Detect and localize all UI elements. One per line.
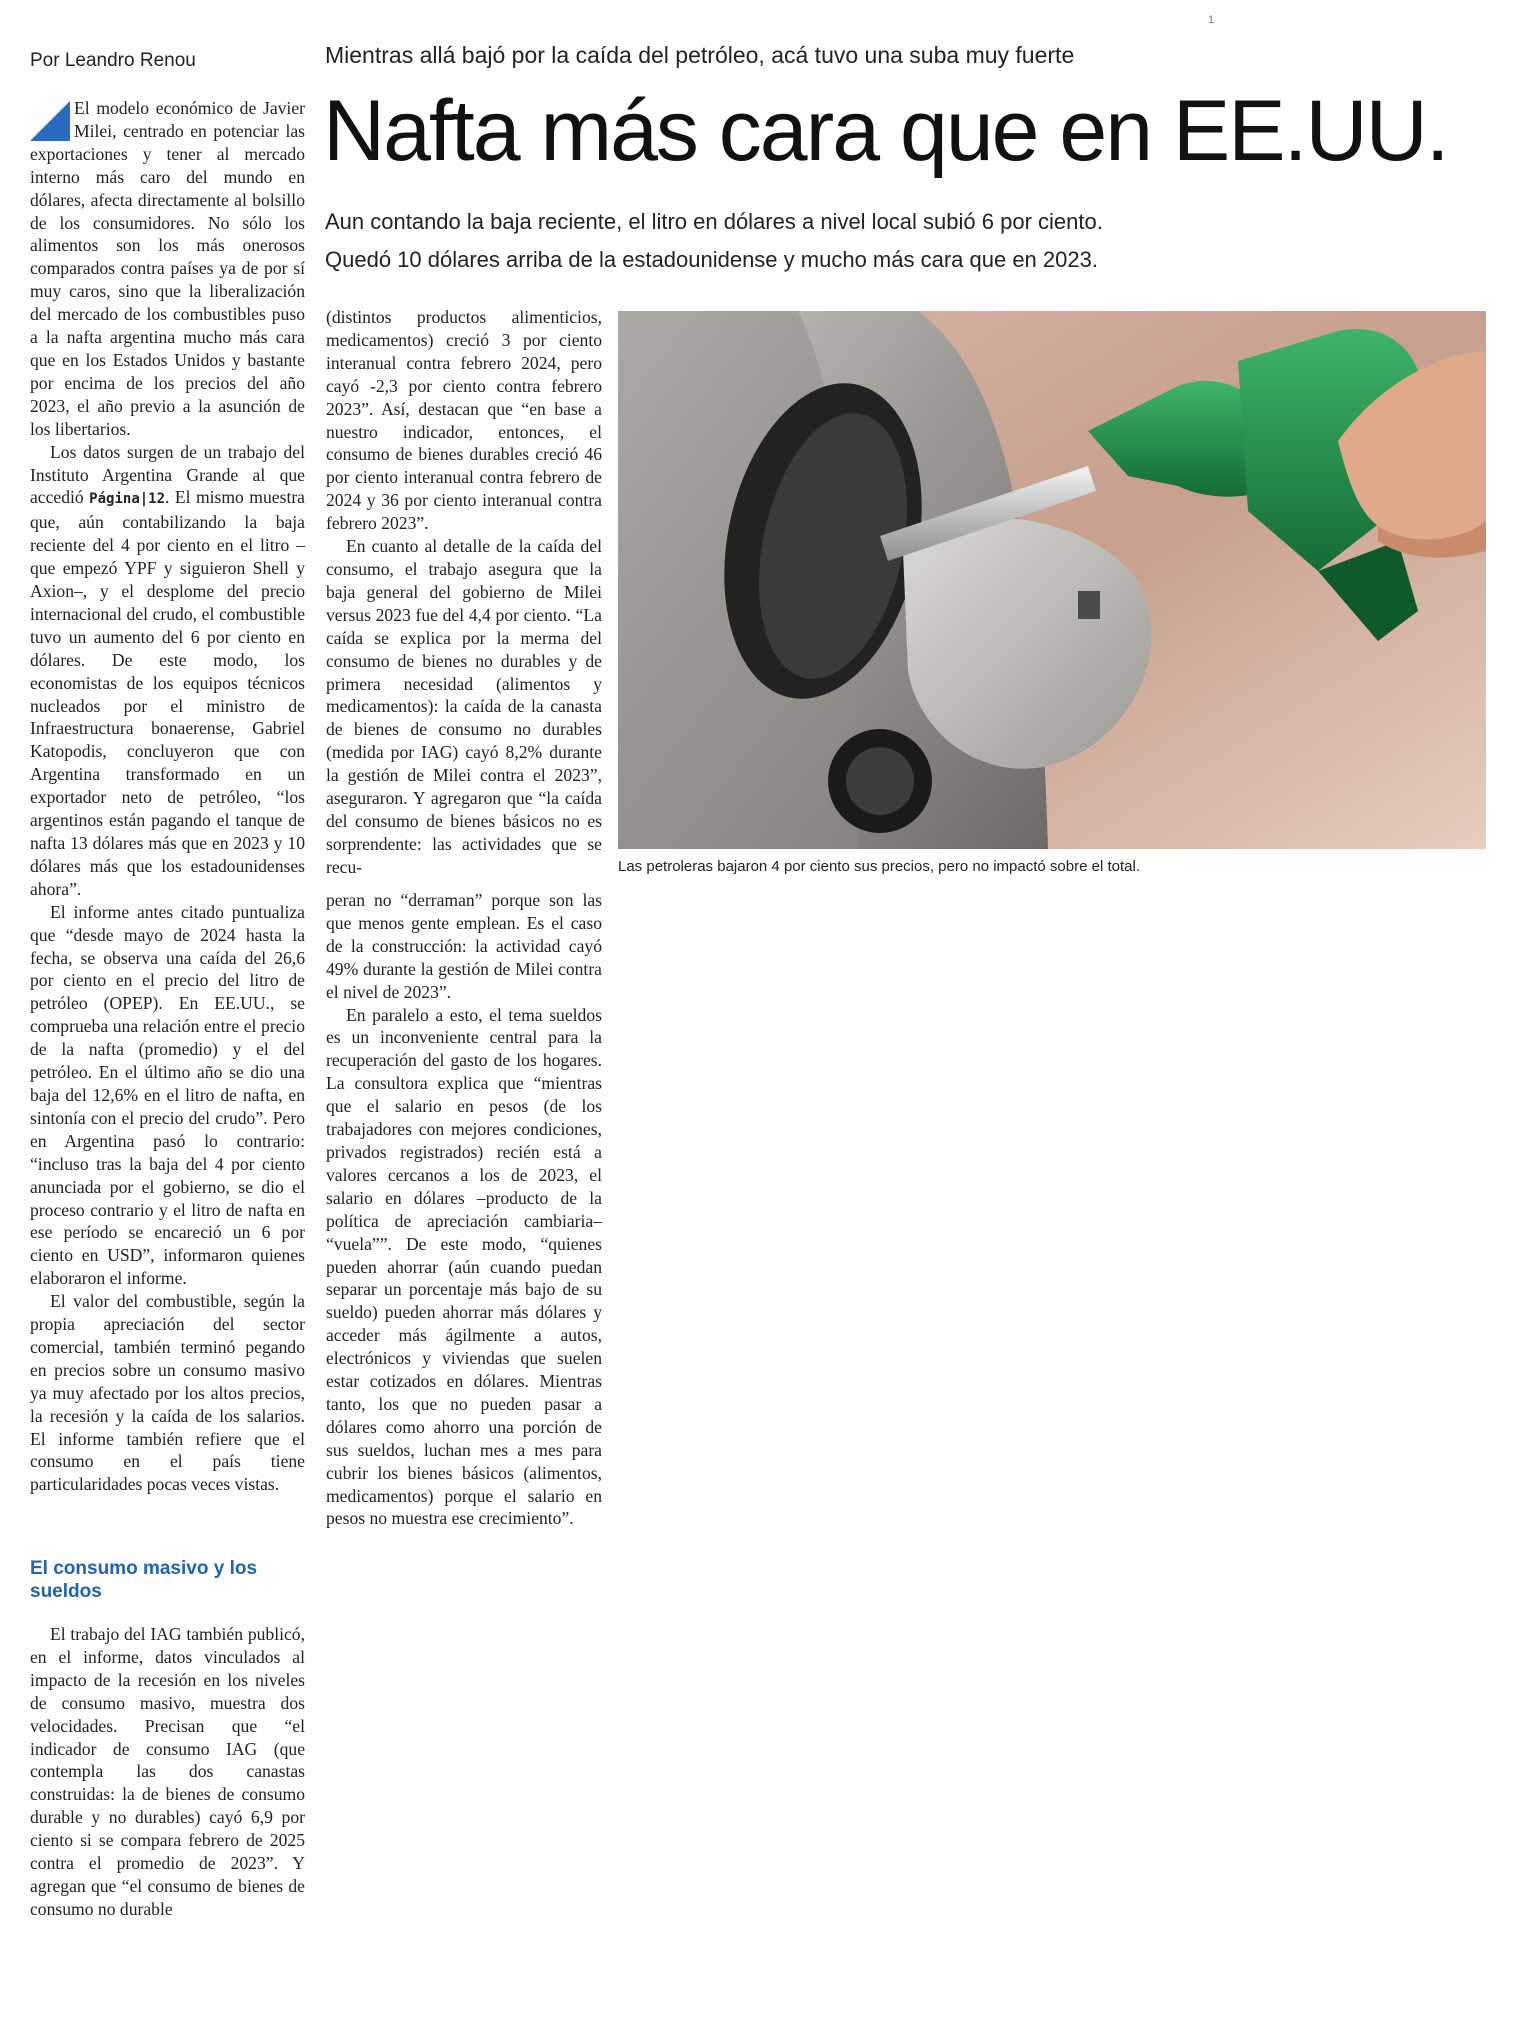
pagina12-brand: Página|12: [89, 491, 166, 508]
byline: Por Leandro Renou: [30, 50, 196, 71]
column-2-top: [326, 306, 602, 879]
body-paragraph: El trabajo del IAG también publicó, en el informe, datos vinculados al impacto de la recesión en los niveles de consumo masivo, muestra dos velocidades. Precisan que “el indicador de consumo IAG (que contempla las dos canastas construidas: la de bienes de consumo durable y no durables) cayó 6,9 por ciento si se compara febrero de 2025 contra el promedio de 2023”. Y agregan que “el consumo de bienes de consumo no durable: [30, 1624, 305, 1919]
lead-paragraph: [30, 97, 305, 441]
body-paragraph: En paralelo a esto, el tema sueldos es un inconveniente central para la recuperación del gasto de los hogares. La consultora explica que “mientras que el salario en pesos (de los trabajadores con mejores condiciones, privados registrados) recién está a valores cercanos a los de 2023, el salario en dólares –producto de la política de apreciación cambiaria– “vuela””. De este modo, “quienes pueden ahorrar (aún cuando puedan separar un porcentaje más bajo de su sueldo) pueden ahorrar más dólares y acceder más ágilmente a autos, electrónicos y viviendas que suelen estar cotizados en dólares. Mientras tanto, los que no pueden pasar a dólares como ahorro una porción de sus sueldos, luchan mes a mes para cubrir los bienes básicos (alimentos, medicamentos) porque el salario en pesos no muestra ese crecimiento”.: [326, 1004, 602, 1529]
body-paragraph: El valor del combustible, según la propia apreciación del sector comercial, también terminó pegando en precios sobre un consumo masivo ya muy afectado por los altos precios, la recesión y la caída de los salarios. El informe también refiere que el consumo en el país tiene particularidades pocas veces vistas.: [30, 1291, 305, 1495]
deck-line-1: Aun contando la baja reciente, el litro en dólares a nivel local subió 6 por ciento.: [325, 209, 1103, 234]
section-subhead: El consumo masivo y los sueldos: [30, 1558, 258, 1602]
body-paragraph: Los datos surgen de un trabajo del Instituto Argentina Grande al que accedió Página|12. El mismo muestra que, aún contabilizando la baja reciente del 4 por ciento en el litro –que empezó YPF y siguieron Shell y Axion–, y el desplome del precio internacional del crudo, el combustible tuvo un aumento del 6 por ciento en dólares. De este modo, los economistas de los equipos técnicos nucleados por el ministro de Infraestructura bonaerense, Gabriel Katopodis, concluyeron que con Argentina transformado en un exportador neto de petróleo, “los argentinos están pagando el tanque de nafta 13 dólares más que en 2023 y 10 dólares más que los estadounidenses ahora”.: [30, 441, 305, 899]
drop-triangle-icon: [30, 101, 70, 141]
kicker: Mientras allá bajó por la caída del petróleo, acá tuvo una suba muy fuerte: [325, 42, 1075, 68]
body-paragraph: En cuanto al detalle de la caída del consumo, el trabajo asegura que la baja general del gobierno de Milei versus 2023 fue del 4,4 por ciento. “La caída se explica por la merma del consumo de bienes no durables y de primera necesidad (alimentos y medicamentos): la caída de la canasta de bienes de consumo no durables (medida por IAG) cayó 8,2% durante la gestión de Milei contra el 2023”, aseguraron. Y agregaron que “la caída del consumo de bienes básicos no es sorprendente: las actividades que se recu-: [326, 536, 602, 877]
body-paragraph: peran no “derraman” porque son las que menos gente emplean. Es el caso de la construcción: la actividad cayó 49% durante la gestión de Milei contra el nivel de 2023”.: [326, 890, 602, 1002]
lead-text: El modelo económico de Javier Milei, centrado en potenciar las exportaciones y tener al mercado interno más caro del mundo en dólares, afecta directamente al bolsillo de los consumidores. No sólo los alimentos son los más onerosos comparados contra países ya de por sí muy caros, sino que la liberalización del mercado de los combustibles puso a la nafta argentina mucho más cara que en los Estados Unidos y bastante por encima de los precios del año 2023, el año previo a la asunción de los libertarios.: [30, 98, 305, 439]
fuel-nozzle-illustration: [618, 311, 1486, 849]
deck-line-2: Quedó 10 dólares arriba de la estadounidense y mucho más cara que en 2023.: [325, 247, 1098, 272]
column-1: [30, 97, 305, 1496]
photo-caption: Las petroleras bajaron 4 por ciento sus precios, pero no impactó sobre el total.: [618, 858, 1140, 875]
fuel-nozzle-photo: [618, 311, 1486, 849]
column-1-bottom: [30, 1623, 305, 1921]
column-2-bottom: [326, 889, 602, 1530]
deck: [325, 203, 1505, 279]
body-paragraph: El informe antes citado puntualiza que “desde mayo de 2024 hasta la fecha, se observa una caída del 26,6 por ciento en el precio del litro de petróleo (OPEP). En EE.UU., se comprueba una relación entre el precio de la nafta (promedio) y el del petróleo. En el último año se dio una baja del 12,6% en el litro de nafta, en sintonía con el precio del crudo”. Pero en Argentina pasó lo contrario: “incluso tras la baja del 4 por ciento anunciada por el gobierno, se dio el proceso contrario y el litro de nafta en ese período se encareció un 6 por ciento en USD”, informaron quienes elaboraron el informe.: [30, 901, 305, 1289]
headline: Nafta más cara que en EE.UU.: [323, 83, 1448, 179]
page-marker: 1: [1208, 14, 1215, 26]
body-paragraph: (distintos productos alimenticios, medicamentos) creció 3 por ciento interanual contra febrero 2024, pero cayó -2,3 por ciento contra febrero 2023”. Así, destacan que “en base a nuestro indicador, entonces, el consumo de bienes durables creció 46 por ciento interanual contra febrero de 2024 y 36 por ciento interanual contra febrero 2023”.: [326, 307, 602, 534]
